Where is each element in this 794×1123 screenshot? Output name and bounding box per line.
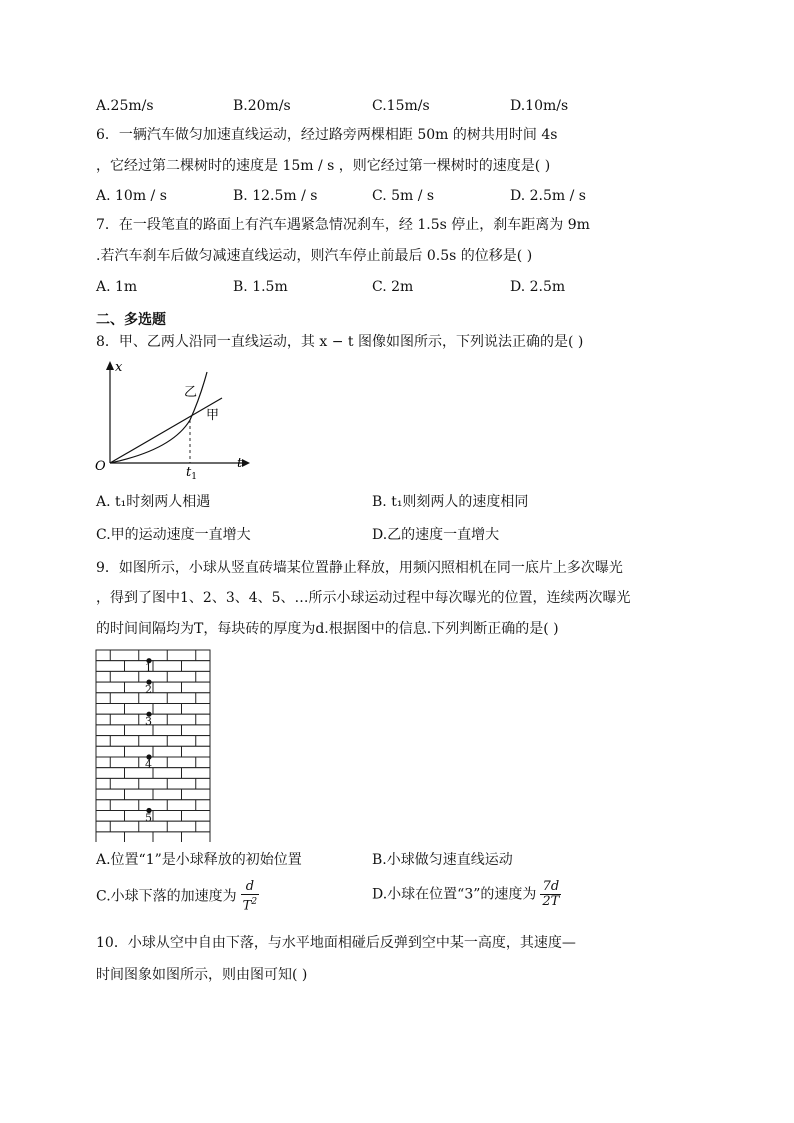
- q9-stem-line1: 9．如图所示，小球从竖直砖墙某位置静止释放，用频闪照相机在同一底片上多次曝光: [96, 560, 623, 576]
- q9-option-b: B.小球做匀速直线运动: [372, 852, 513, 868]
- brick-row: [96, 725, 210, 736]
- brick-row: [96, 768, 210, 779]
- brick-row: [96, 671, 210, 682]
- q10-stem-line1: 10．小球从空中自由下落，与水平地面相碰后反弹到空中某一高度，其速度—: [96, 935, 576, 951]
- q8-label-yi: 乙: [184, 385, 198, 400]
- q8-origin-label: O: [95, 459, 106, 474]
- q8-stem-line1: 8．甲、乙两人沿同一直线运动，其 x − t 图像如图所示，下列说法正确的是( ): [96, 334, 584, 350]
- brick-row: [96, 704, 210, 715]
- ball-position-label: 5: [145, 811, 152, 825]
- q5-option-a: A.25m/s: [96, 98, 154, 114]
- q9-stem-line2: ，得到了图中1、2、3、4、5、…所示小球运动过程中每次曝光的位置，连续两次曝光: [96, 590, 631, 606]
- q8-y-label: x: [115, 360, 123, 375]
- brick-row: [96, 714, 210, 725]
- q7-stem-line1: 7．在一段笔直的路面上有汽车遇紧急情况刹车，经 1.5s 停止，刹车距离为 9m: [96, 217, 590, 233]
- q7-option-c: C. 2m: [372, 279, 414, 295]
- q9-option-d: [372, 880, 561, 909]
- q6-option-b: B. 12.5m / s: [233, 188, 318, 204]
- brick-row: [96, 682, 210, 693]
- q9-option-c-text: C.小球下落的加速度为: [96, 888, 237, 905]
- q9-c-numerator: d: [241, 880, 259, 895]
- q8-x-label: t: [237, 456, 243, 471]
- q9-option-a: A.位置“1”是小球释放的初始位置: [96, 852, 302, 868]
- brick-row: [96, 821, 210, 832]
- q9-option-d-text: D.小球在位置“3”的速度为: [372, 886, 537, 903]
- q9-option-d-fraction: [540, 880, 561, 909]
- brick-row: [96, 736, 210, 747]
- q6-option-a: A. 10m / s: [96, 188, 167, 204]
- ball-position-label: 4: [145, 758, 152, 771]
- q8-option-c: C.甲的运动速度一直增大: [96, 527, 251, 543]
- ball-position-label: 3: [145, 715, 152, 729]
- q6-option-d: D. 2.5m / s: [510, 188, 586, 204]
- q8-xt-graph: [92, 358, 252, 480]
- q9-option-c: [96, 880, 259, 913]
- q7-stem-line2: .若汽车刹车后做匀减速直线运动，则汽车停止前最后 0.5s 的位移是( ): [96, 248, 533, 264]
- q7-option-b: B. 1.5m: [233, 279, 288, 295]
- q8-tick-label: $t_1$: [186, 465, 197, 480]
- q5-option-d: D.10m/s: [510, 98, 569, 114]
- q8-label-jia: 甲: [206, 408, 220, 423]
- q7-option-d: D. 2.5m: [510, 279, 566, 295]
- brick-row: [96, 661, 210, 672]
- brick-row: [96, 832, 210, 842]
- brick-row: [96, 746, 210, 757]
- q9-c-denominator: $T^2$: [242, 897, 258, 914]
- brick-row: [96, 800, 210, 811]
- q5-option-b: B.20m/s: [233, 98, 291, 114]
- q6-option-c: C. 5m / s: [372, 188, 435, 204]
- q5-option-c: C.15m/s: [372, 98, 430, 114]
- q9-brick-wall: [94, 648, 212, 842]
- q6-stem-line2: ，它经过第二棵树时的速度是 15m / s ，则它经过第一棵树时的速度是( ): [96, 158, 551, 174]
- q9-d-denominator: 2T: [542, 894, 560, 909]
- q10-stem-line2: 时间图象如图所示，则由图可知( ): [96, 967, 308, 983]
- q7-option-a: A. 1m: [96, 279, 138, 295]
- q8-x-axis-arrow: [242, 459, 250, 467]
- brick-row: [96, 757, 210, 768]
- q9-option-c-fraction: [241, 880, 259, 913]
- q9-stem-line3: 的时间间隔均为T，每块砖的厚度为d.根据图中的信息.下列判断正确的是( ): [96, 621, 559, 637]
- ball-position-label: 1: [145, 661, 152, 675]
- q8-option-b: B. t₁则刻两人的速度相同: [372, 494, 529, 510]
- ball-position-label: 2: [145, 683, 152, 697]
- brick-row: [96, 789, 210, 800]
- brick-row: [96, 693, 210, 704]
- q9-d-numerator: 7d: [540, 880, 561, 895]
- brick-row: [96, 650, 210, 661]
- brick-row: [96, 811, 210, 822]
- q8-option-a: A. t₁时刻两人相遇: [96, 494, 211, 510]
- section-heading: 二、多选题: [96, 312, 166, 328]
- q8-y-axis-arrow: [106, 361, 114, 370]
- brick-row: [96, 778, 210, 789]
- q6-stem-line1: 6．一辆汽车做匀加速直线运动，经过路旁两棵相距 50m 的树共用时间 4s: [96, 127, 558, 143]
- q8-option-d: D.乙的速度一直增大: [372, 527, 500, 543]
